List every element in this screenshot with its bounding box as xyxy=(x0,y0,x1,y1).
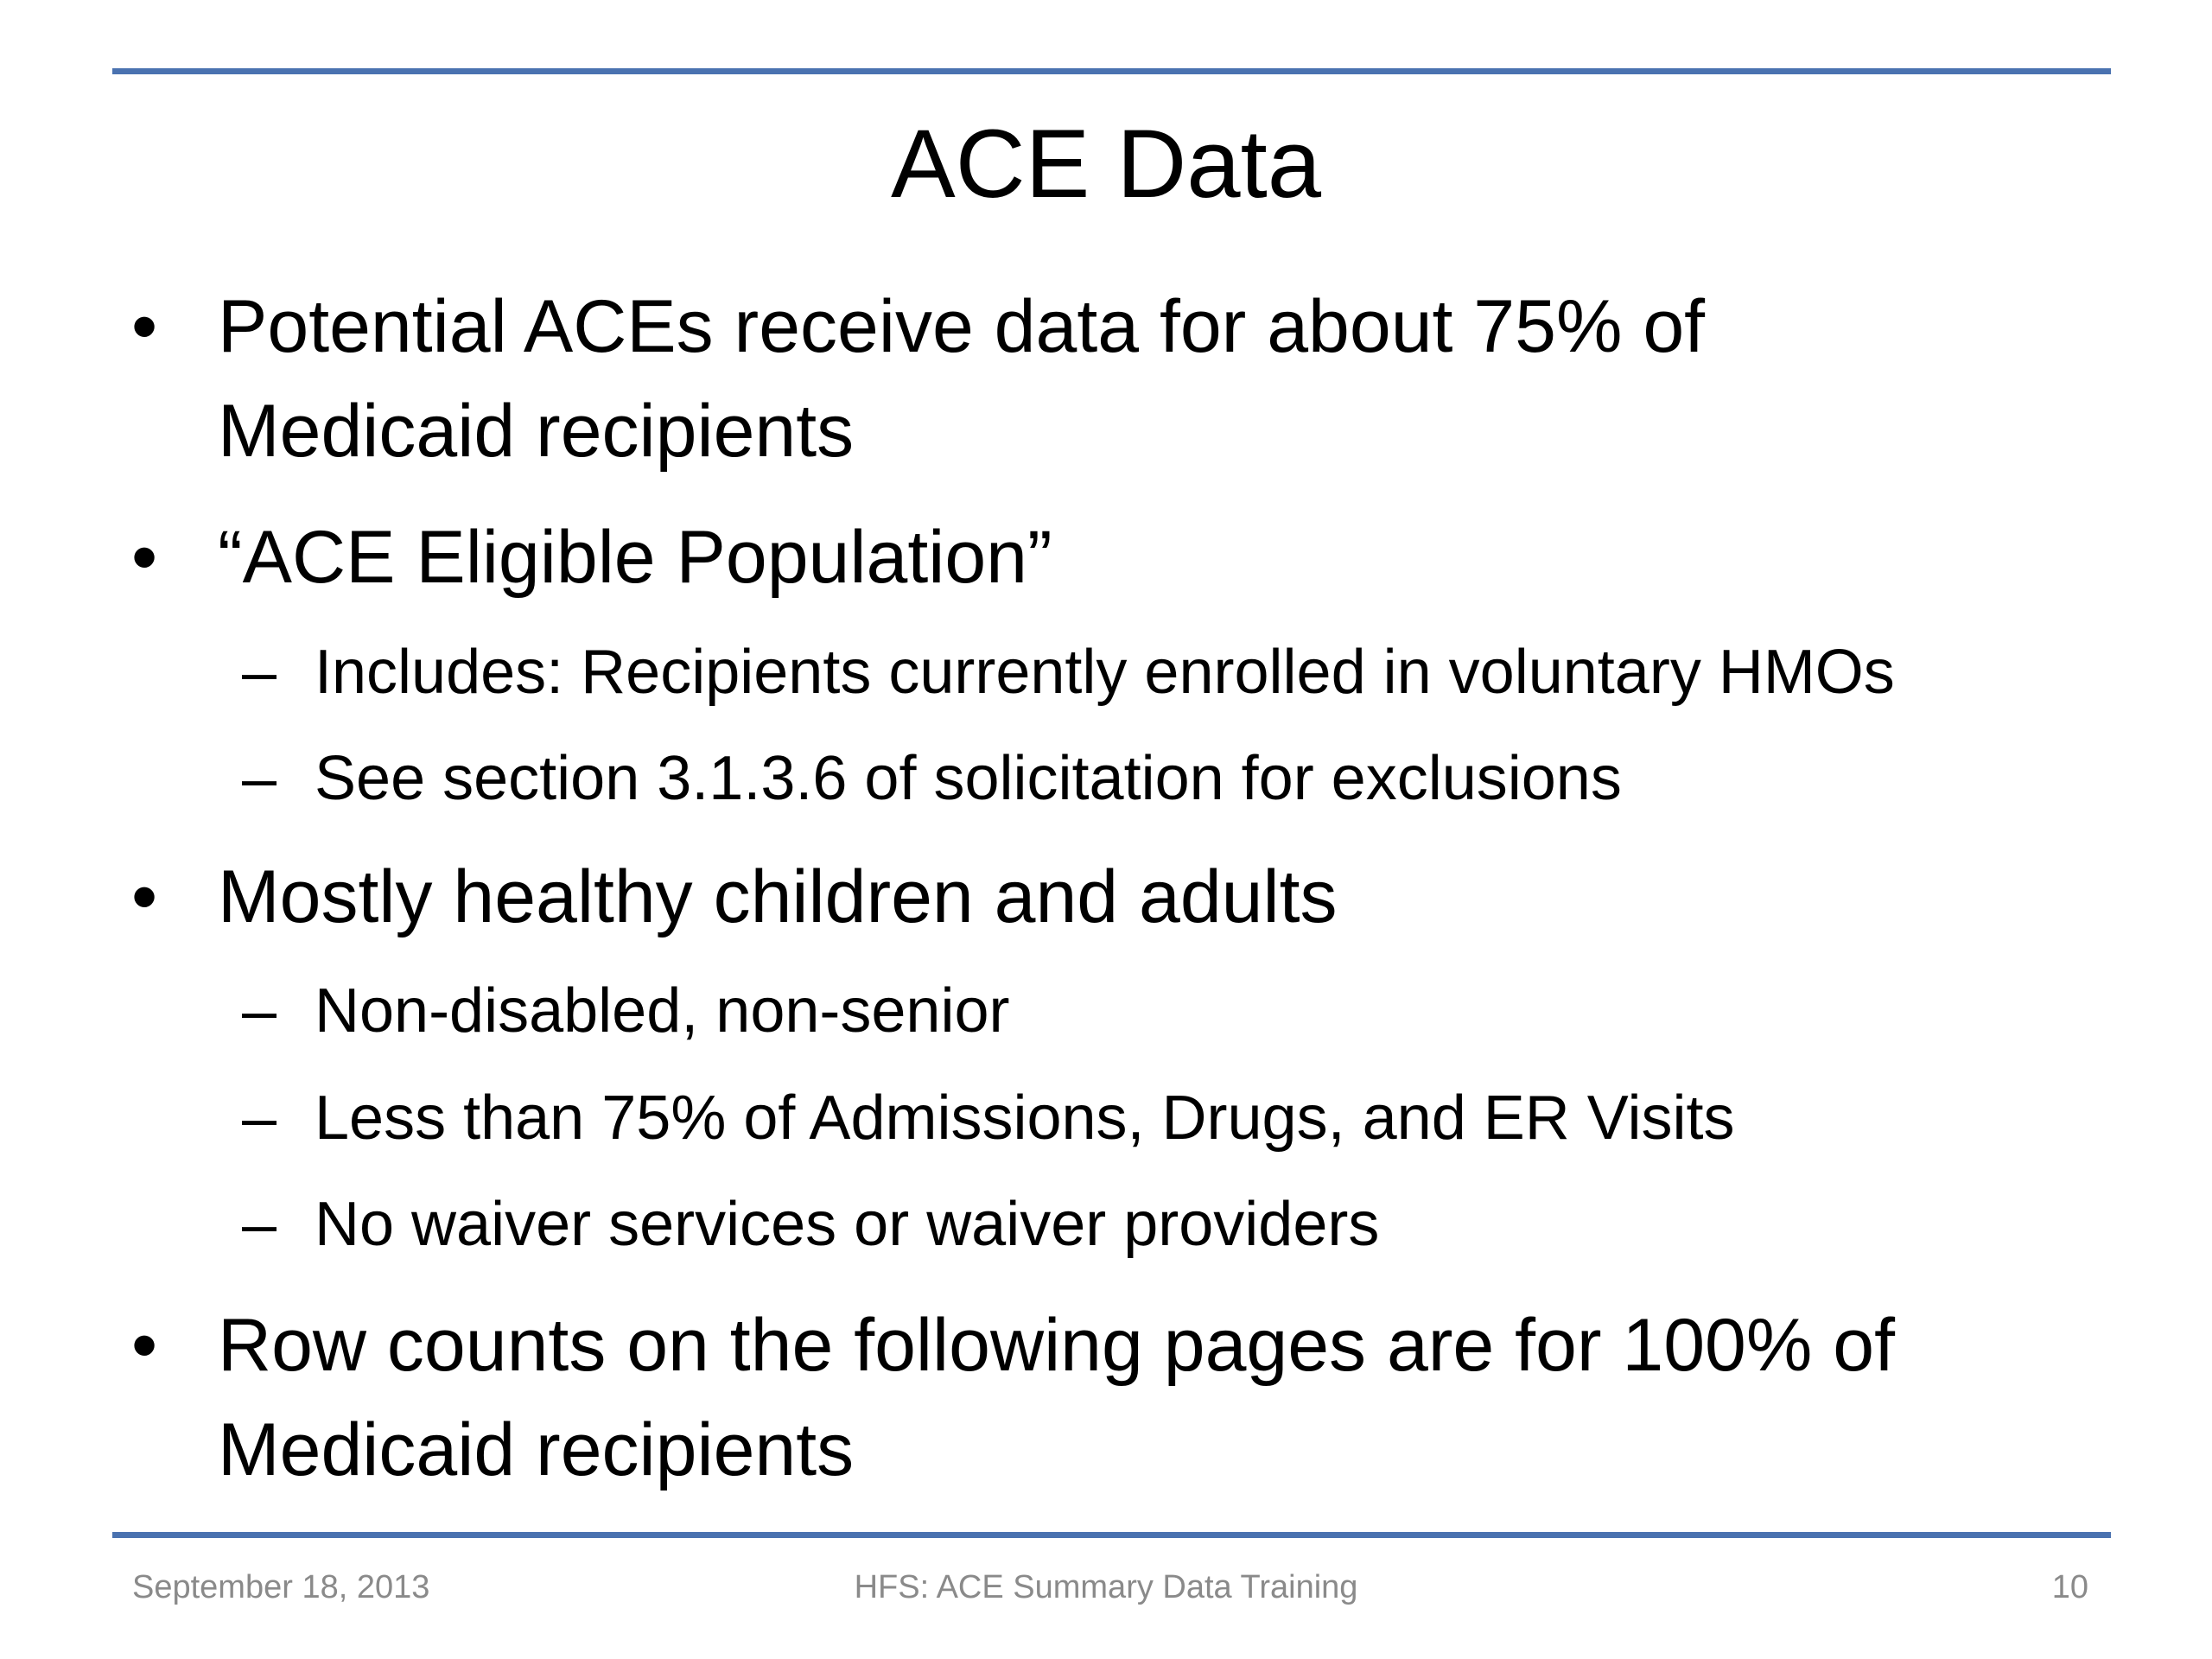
sub-bullet-text: See section 3.1.3.6 of solicitation for exclusions xyxy=(315,744,1622,813)
bullet-marker: • xyxy=(131,285,158,368)
dash-marker: – xyxy=(242,976,277,1046)
dash-marker: – xyxy=(242,638,277,707)
dash-marker: – xyxy=(242,1084,277,1153)
bottom-divider xyxy=(112,1532,2111,1538)
footer-title: HFS: ACE Summary Data Training xyxy=(854,1569,1358,1605)
bullet-text: Mostly healthy children and adults xyxy=(218,855,1338,938)
bullet-text: Medicaid recipients xyxy=(218,1408,855,1491)
bullet-text: Medicaid recipients xyxy=(218,390,855,473)
bullet-marker: • xyxy=(131,855,158,938)
dash-marker: – xyxy=(242,744,277,813)
page-number: 10 xyxy=(2051,1569,2088,1605)
bullet-text: “ACE Eligible Population” xyxy=(218,516,1052,599)
bullet-text: Row counts on the following pages are for 100% of xyxy=(218,1304,1895,1387)
footer-date: September 18, 2013 xyxy=(132,1569,430,1605)
sub-bullet-text: Includes: Recipients currently enrolled in voluntary HMOs xyxy=(315,638,1895,707)
sub-bullet-text: No waiver services or waiver providers xyxy=(315,1190,1380,1259)
slide-title: ACE Data xyxy=(891,110,1321,218)
bullet-text: Potential ACEs receive data for about 75% of xyxy=(218,285,1706,368)
bullet-marker: • xyxy=(131,516,158,599)
sub-bullet-text: Less than 75% of Admissions, Drugs, and ER Visits xyxy=(315,1084,1735,1153)
sub-bullet-text: Non-disabled, non-senior xyxy=(315,976,1010,1046)
top-divider xyxy=(112,68,2111,74)
bullet-marker: • xyxy=(131,1304,158,1387)
dash-marker: – xyxy=(242,1190,277,1259)
